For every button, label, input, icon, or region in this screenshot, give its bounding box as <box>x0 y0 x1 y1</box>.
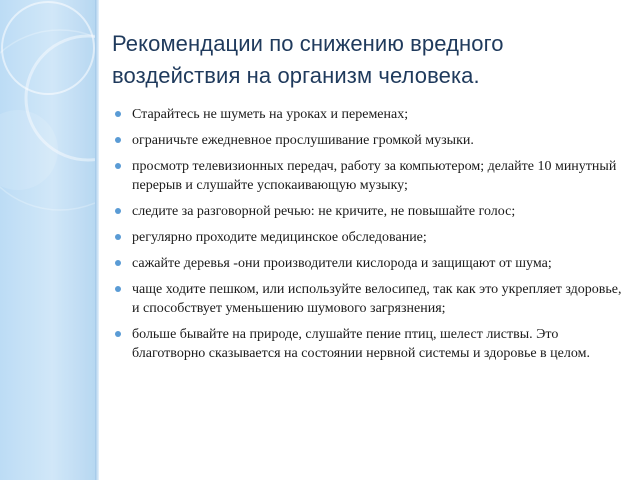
list-item-text: больше бывайте на природе, слушайте пение птиц, шелест листвы. Это благотворно сказывается на состоянии нервной системы и здоровье в целом. <box>132 327 590 361</box>
bullet-dot-icon <box>115 137 121 143</box>
list-item <box>112 280 622 318</box>
list-item-text: ограничьте ежедневное прослушивание громкой музыки. <box>132 133 474 148</box>
bullet-dot-icon <box>115 111 121 117</box>
title-line-2: воздействия на организм человека. <box>112 63 480 88</box>
bullet-dot-icon <box>115 286 121 292</box>
list-item-text: чаще ходите пешком, или используйте велосипед, так как это укрепляет здоровье, и способствует уменьшению шумового загрязнения; <box>132 282 622 316</box>
sidebar-edge <box>95 0 99 480</box>
list-item <box>112 254 622 273</box>
list-item-text: сажайте деревья -они производители кислорода и защищают от шума; <box>132 256 552 271</box>
bullet-dot-icon <box>115 234 121 240</box>
decorative-circles <box>0 0 95 480</box>
title-line-1: Рекомендации по снижению вредного <box>112 31 504 56</box>
bullet-dot-icon <box>115 208 121 214</box>
bullet-dot-icon <box>115 331 121 337</box>
list-item-text: Старайтесь не шуметь на уроках и переменах; <box>132 107 409 122</box>
bullet-dot-icon <box>115 260 121 266</box>
list-item-text: просмотр телевизионных передач, работу за компьютером; делайте 10 минутный перерыв и слушайте успокаивающую музыку; <box>132 159 617 193</box>
list-item <box>112 202 622 221</box>
list-item <box>112 105 622 124</box>
list-item-text: следите за разговорной речью: не кричите, не повышайте голос; <box>132 204 516 219</box>
list-item <box>112 131 622 150</box>
slide-title <box>112 28 632 92</box>
list-item-text: регулярно проходите медицинское обследование; <box>132 230 427 245</box>
list-item <box>112 325 622 363</box>
decorative-sidebar <box>0 0 95 480</box>
list-item <box>112 157 622 195</box>
bullet-list <box>112 105 622 370</box>
bullet-dot-icon <box>115 163 121 169</box>
list-item <box>112 228 622 247</box>
